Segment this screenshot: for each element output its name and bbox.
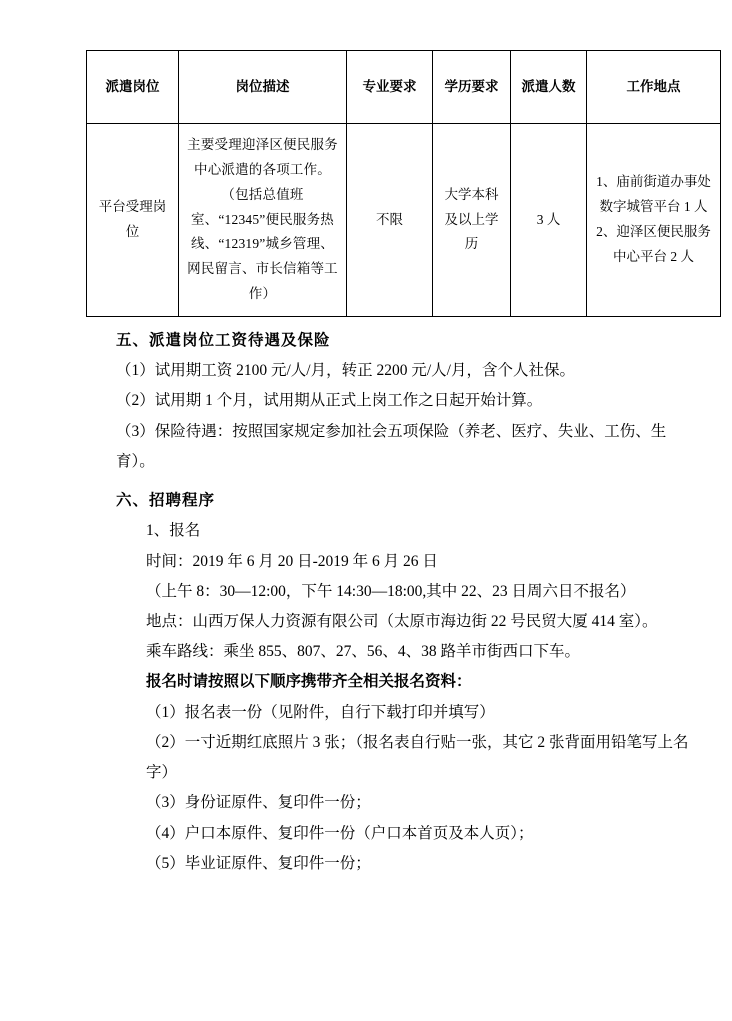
document-page xyxy=(0,50,732,1021)
table-header-cell: 派遣岗位 xyxy=(87,51,179,124)
material-item-2: （2）一寸近期红底照片 3 张；（报名表自行贴一张，其它 2 张背面用铅笔写上名字） xyxy=(146,733,689,782)
job-table xyxy=(86,50,721,317)
registration-time: 时间：2019 年 6 月 20 日-2019 年 6 月 26 日 xyxy=(146,552,438,570)
cell-description: 主要受理迎泽区便民服务中心派遣的各项工作。（包括总值班室、“12345”便民服务热线、“12319”城乡管理、网民留言、市长信箱等工作） xyxy=(179,124,347,317)
location-line: 1、庙前街道办事处 xyxy=(596,174,711,190)
salary-item-2: （2）试用期 1 个月，试用期从正式上岗工作之日起开始计算。 xyxy=(116,392,543,410)
table-row xyxy=(87,124,721,317)
material-item-4: （4）户口本原件、复印件一份（户口本首页及本人页）； xyxy=(146,824,534,842)
material-item-3: （3）身份证原件、复印件一份； xyxy=(146,794,371,812)
table-header-row xyxy=(87,51,721,124)
cell-location xyxy=(587,124,721,317)
materials-heading: 报名时请按照以下顺序携带齐全相关报名资料： xyxy=(146,673,472,691)
table-header-cell: 派遣人数 xyxy=(511,51,587,124)
job-table-container xyxy=(0,50,732,317)
location-line: 2、迎泽区便民服务 xyxy=(596,224,711,239)
registration-bus-route: 乘车路线：乘坐 855、807、27、56、4、38 路羊市街西口下车。 xyxy=(146,643,581,661)
table-header-cell: 专业要求 xyxy=(347,51,433,124)
cell-position: 平台受理岗位 xyxy=(87,124,179,317)
cell-major: 不限 xyxy=(347,124,433,317)
registration-place: 地点：山西万保人力资源有限公司（太原市海边街 22 号民贸大厦 414 室）。 xyxy=(146,612,658,630)
location-line: 中心平台 2 人 xyxy=(613,248,694,264)
table-header-cell: 工作地点 xyxy=(587,51,721,124)
salary-item-1: （1）试用期工资 2100 元/人/月，转正 2200 元/人/月，含个人社保。 xyxy=(116,362,575,380)
section-heading-salary: 五、派遣岗位工资待遇及保险 xyxy=(116,332,331,349)
cell-education: 大学本科及以上学历 xyxy=(433,124,511,317)
material-item-1: （1）报名表一份（见附件，自行下载打印并填写） xyxy=(146,703,495,721)
cell-count: 3 人 xyxy=(511,124,587,317)
material-item-5: （5）毕业证原件、复印件一份； xyxy=(146,854,371,872)
table-header-cell: 岗位描述 xyxy=(179,51,347,124)
location-line: 数字城管平台 1 人 xyxy=(599,199,708,215)
document-body xyxy=(0,326,732,879)
salary-item-3: （3）保险待遇：按照国家规定参加社会五项保险（养老、医疗、失业、工伤、生育）。 xyxy=(116,422,667,470)
procedure-item-title: 1、报名 xyxy=(146,522,201,540)
table-header-cell: 学历要求 xyxy=(433,51,511,124)
registration-time-note: （上午 8：30—12:00，下午 14:30—18:00,其中 22、23 日周六日不报名） xyxy=(146,582,636,600)
section-heading-procedure: 六、招聘程序 xyxy=(116,492,216,510)
